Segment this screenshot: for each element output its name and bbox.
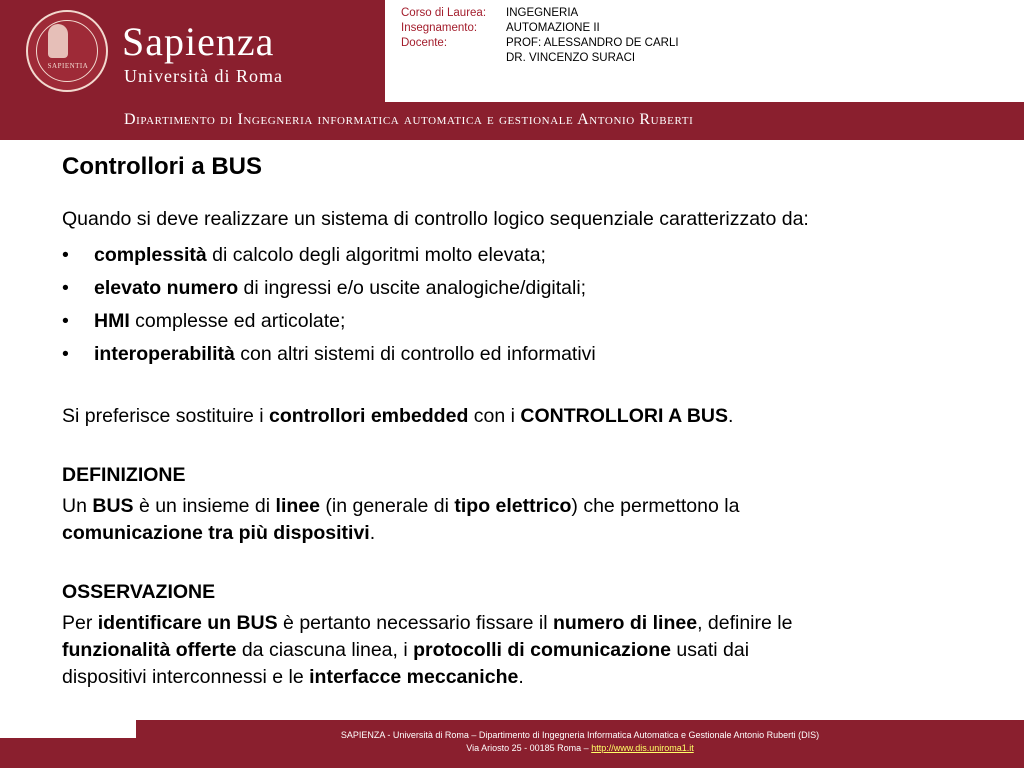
preference-text: Si preferisce sostituire i controllori embedded con i CONTROLLORI A BUS. — [62, 405, 734, 427]
definition-text: Un BUS è un insieme di linee (in generale di tipo elettrico) che permettono la comunicazione tra più dispositivi. — [62, 495, 740, 544]
university-name: Sapienza — [122, 19, 275, 64]
bullet-text: con altri sistemi di controllo ed informativi — [234, 343, 596, 365]
teacher-value-2: DR. VINCENZO SURACI — [506, 52, 636, 64]
teacher-label: Docente: — [401, 37, 448, 49]
footer-left-bar — [0, 738, 136, 768]
teacher-value: PROF: ALESSANDRO DE CARLI — [506, 37, 679, 49]
embedded-controllers: controllori embedded — [269, 405, 469, 427]
bullet-bold: elevato numero — [94, 277, 239, 299]
teacher-label-empty — [401, 51, 506, 66]
course-info-row — [401, 21, 679, 36]
subject-label: Insegnamento: — [401, 22, 478, 34]
course-value: INGEGNERIA — [506, 7, 579, 19]
course-label: Corso di Laurea: — [401, 7, 487, 19]
seal-figure-icon — [48, 24, 68, 58]
bullet-text: di calcolo degli algoritmi molto elevata; — [206, 244, 546, 266]
bullet-bold: HMI — [94, 310, 130, 332]
observation-heading: OSSERVAZIONE — [62, 581, 216, 603]
list-item — [62, 338, 962, 371]
bullet-icon: • — [62, 277, 69, 299]
bullet-bold: complessità — [94, 244, 207, 266]
header-brand-band — [0, 0, 385, 102]
subject-value: AUTOMAZIONE II — [506, 22, 600, 34]
bus-controllers: CONTROLLORI A BUS — [520, 405, 729, 427]
feature-list — [62, 239, 962, 371]
footer-address-line-1: SAPIENZA - Università di Roma – Dipartimento di Ingegneria Informatica Automatica e Gestionale Antonio Ruberti (DIS) — [340, 730, 820, 740]
department-name: Dipartimento di Ingegneria informatica automatica e gestionale Antonio Ruberti — [124, 111, 694, 128]
course-info-row — [401, 6, 679, 21]
department-website-link[interactable]: http://www.dis.uniroma1.it — [591, 743, 694, 753]
list-item — [62, 272, 962, 305]
list-item — [62, 305, 962, 338]
bullet-icon: • — [62, 310, 69, 332]
seal-text: SAPIENTIA — [47, 62, 89, 70]
bullet-icon: • — [62, 343, 69, 365]
course-info-row — [401, 51, 679, 66]
list-item — [62, 239, 962, 272]
definition-heading: DEFINIZIONE — [62, 464, 186, 486]
university-seal-icon — [26, 10, 108, 92]
slide-content — [62, 206, 962, 691]
bullet-text: complesse ed articolate; — [129, 310, 346, 332]
footer-address-line-2: Via Ariosto 25 - 00185 Roma – http://www.dis.uniroma1.it — [466, 743, 694, 753]
bullet-bold: interoperabilità — [94, 343, 235, 365]
slide-title: Controllori a BUS — [62, 153, 263, 180]
course-info-row — [401, 36, 679, 51]
university-subtitle: Università di Roma — [124, 66, 283, 86]
bullet-icon: • — [62, 244, 69, 266]
observation-text: Per identificare un BUS è pertanto necessario fissare il numero di linee, definire le funzionalità offerte da ciascuna linea, i protocolli di comunicazione usati dai dispositivi interconnessi e le interfacce meccaniche. — [62, 612, 793, 688]
intro-text: Quando si deve realizzare un sistema di controllo logico sequenziale caratterizzato da: — [62, 208, 809, 230]
bullet-text: di ingressi e/o uscite analogiche/digitali; — [238, 277, 587, 299]
course-info — [401, 6, 679, 66]
